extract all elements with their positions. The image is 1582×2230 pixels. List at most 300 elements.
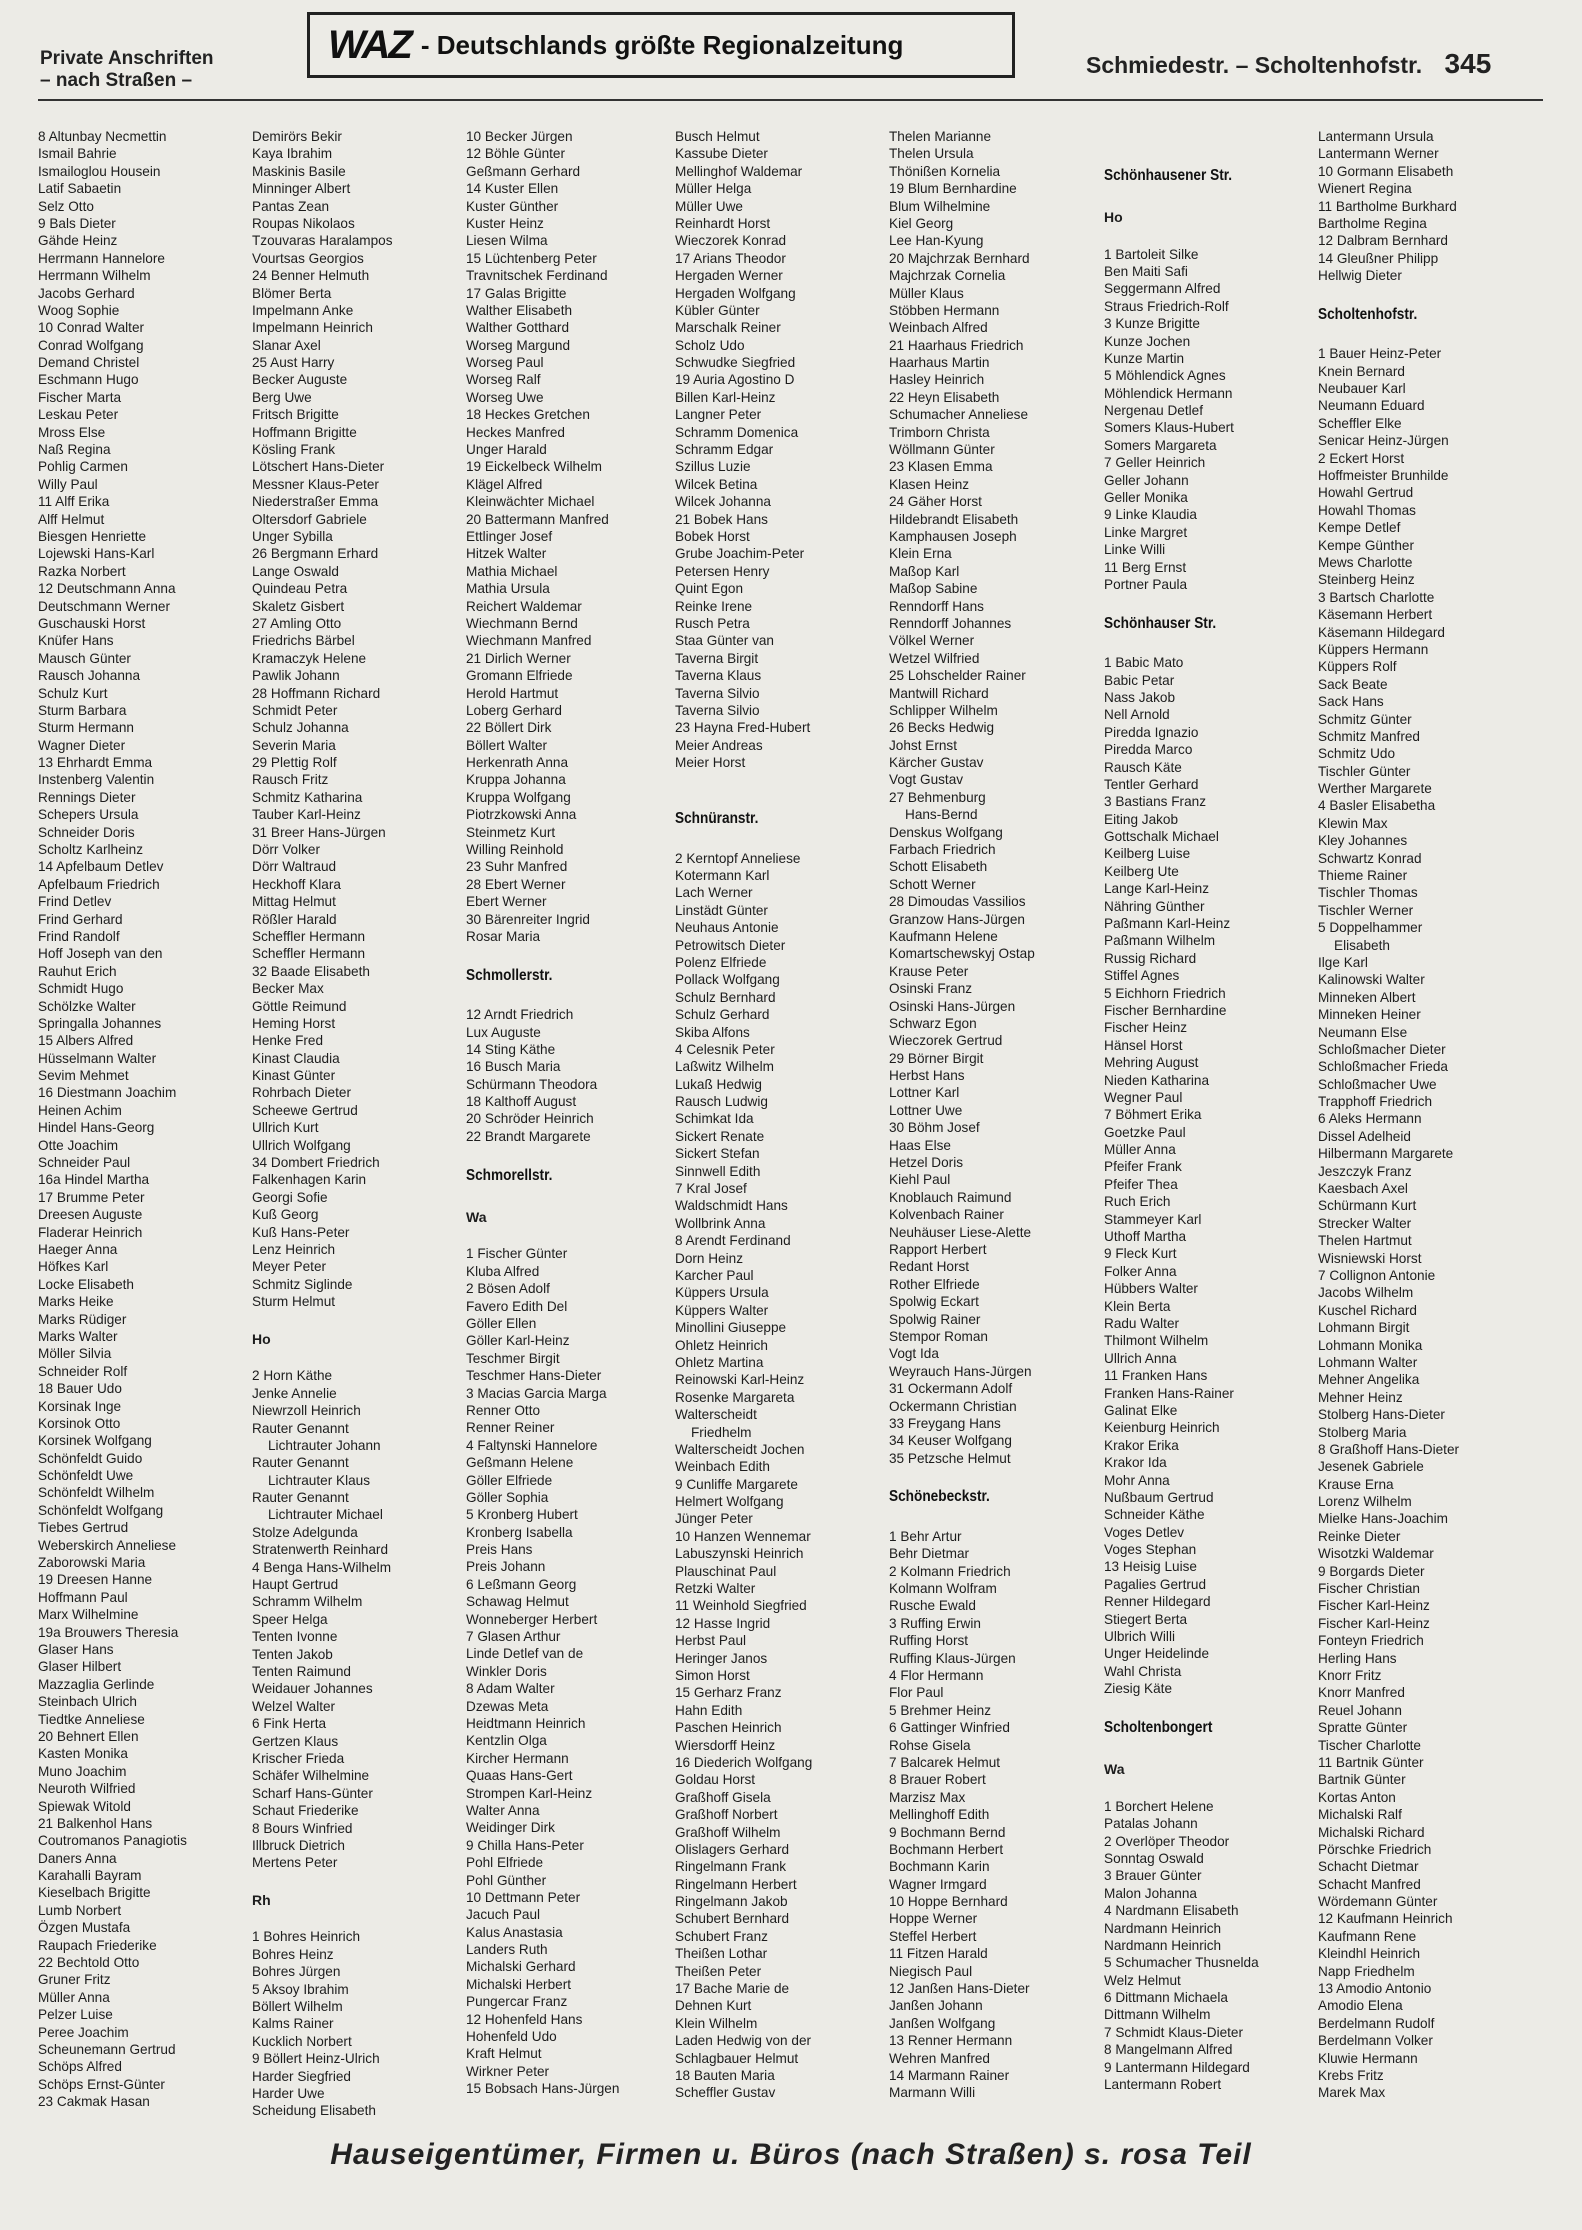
list-item: Piredda Ignazio — [1104, 724, 1199, 740]
list-item: 17 Arians Theodor — [675, 250, 786, 266]
list-item: 21 Haarhaus Friedrich — [889, 337, 1024, 353]
list-item: Schöps Alfred — [38, 2059, 122, 2075]
list-item: Gruner Fritz — [38, 1972, 111, 1988]
list-item: Kruppa Wolfgang — [466, 789, 571, 805]
list-item: Scheidung Elisabeth — [252, 2103, 376, 2119]
column-7 — [1318, 128, 1528, 2102]
list-item: Hasley Heinrich — [889, 372, 985, 388]
list-item: Frind Randolf — [38, 928, 120, 944]
list-item: Langner Peter — [675, 407, 762, 423]
list-item: 9 Chilla Hans-Peter — [466, 1837, 584, 1853]
list-item: Heckes Manfred — [466, 424, 565, 440]
list-item: 34 Dombert Friedrich — [252, 1155, 380, 1171]
list-item: Unger Sybilla — [252, 528, 333, 544]
list-item: Malon Johanna — [1104, 1885, 1197, 1901]
list-item: Weidinger Dirk — [466, 1820, 555, 1836]
spacer — [252, 1311, 462, 1328]
list-item: Wilcek Betina — [675, 476, 758, 492]
list-item: Göller Karl-Heinz — [466, 1333, 570, 1349]
list-item: Haeger Anna — [38, 1242, 118, 1257]
list-item: Korsinak Inge — [38, 1398, 122, 1414]
list-item: Bochmann Herbert — [889, 1841, 1004, 1857]
list-item: Scholz Udo — [675, 337, 745, 353]
list-item: Farbach Friedrich — [889, 842, 996, 858]
list-item: Scheewe Gertrud — [252, 1102, 358, 1118]
list-item: 9 Bochmann Bernd — [889, 1824, 1006, 1840]
list-item: Niegisch Paul — [889, 1963, 973, 1979]
list-item: Strecker Walter — [1318, 1215, 1412, 1231]
list-item: Gähde Heinz — [38, 233, 118, 249]
list-item: 3 Bartsch Charlotte — [1318, 589, 1435, 605]
list-item: Pohl Günther — [466, 1872, 547, 1888]
list-item: Graßhoff Wilhelm — [675, 1824, 781, 1840]
list-item: Alff Helmut — [38, 511, 105, 527]
list-item: Winkler Doris — [466, 1663, 547, 1679]
list-item: Göttle Reimund — [252, 998, 347, 1014]
list-item: 14 Apfelbaum Detlev — [38, 859, 164, 875]
list-item: Friedrichs Bärbel — [252, 633, 355, 649]
list-item: 6 Gattinger Winfried — [889, 1720, 1010, 1736]
banner-slogan: - Deutschlands größte Regionalzeitung — [420, 29, 904, 60]
list-item: Schwudke Siegfried — [675, 355, 796, 371]
list-item: 10 Hanzen Wennemar — [675, 1528, 811, 1544]
list-item: Reinhardt Horst — [675, 215, 771, 231]
list-item: 16 Busch Maria — [466, 1059, 561, 1075]
list-item: Severin Maria — [252, 737, 336, 753]
list-item: Müller Klaus — [889, 285, 964, 301]
list-item: Pörschke Friedrich — [1318, 1841, 1432, 1857]
list-item: Knorr Manfred — [1318, 1685, 1405, 1701]
list-item: Hohenfeld Udo — [466, 2029, 557, 2045]
list-item: Osinski Franz — [889, 981, 973, 997]
list-item: Minneken Heiner — [1318, 1007, 1421, 1023]
list-item: Scholtz Karlheinz — [38, 842, 144, 858]
list-item: Kübler Günter — [675, 302, 760, 318]
list-item: Kuß Georg — [252, 1207, 319, 1223]
list-item: 9 Fleck Kurt — [1104, 1246, 1177, 1262]
list-item: Unger Heidelinde — [1104, 1646, 1210, 1662]
list-item: Babic Petar — [1104, 672, 1175, 688]
list-item: 25 Aust Harry — [252, 355, 335, 371]
list-item: Quindeau Petra — [252, 581, 348, 597]
list-item: Neuroth Wilfried — [38, 1781, 136, 1797]
list-item: 13 Renner Hermann — [889, 2033, 1013, 2049]
list-item: Majchrzak Cornelia — [889, 268, 1006, 284]
list-item: Kinast Günter — [252, 1068, 336, 1084]
list-item: Amodio Elena — [1318, 1998, 1403, 2014]
list-item: Graßhoff Norbert — [675, 1807, 778, 1823]
list-item: Kley Johannes — [1318, 833, 1408, 849]
spacer — [1104, 1741, 1314, 1758]
list-item: Favero Edith Del — [466, 1298, 568, 1314]
list-item: 17 Bache Marie de — [675, 1981, 790, 1997]
spacer — [466, 989, 676, 1006]
list-item: Schlipper Wilhelm — [889, 702, 998, 718]
list-item: Böllert Walter — [466, 737, 548, 753]
list-item: Tzouvaras Haralampos — [252, 233, 393, 249]
list-item: Michalski Herbert — [466, 1976, 571, 1992]
list-item: Senicar Heinz-Jürgen — [1318, 433, 1449, 449]
list-item: Weberskirch Anneliese — [38, 1537, 177, 1553]
list-item: 23 Cakmak Hasan — [38, 2094, 150, 2110]
list-item: 24 Gäher Horst — [889, 494, 982, 510]
list-item: Jacobs Gerhard — [38, 285, 135, 301]
list-item: Marmann Willi — [889, 2085, 976, 2101]
list-item: Lohmann Birgit — [1318, 1320, 1410, 1336]
list-item: Rosenke Margareta — [675, 1389, 795, 1405]
list-item: Schmitz Günter — [1318, 711, 1412, 727]
list-item: Keilberg Luise — [1104, 846, 1191, 862]
list-item: Gertzen Klaus — [252, 1733, 339, 1749]
list-item: Tiedtke Anneliese — [38, 1711, 145, 1727]
list-item: 19 Auria Agostino D — [675, 372, 795, 388]
list-item: Instenberg Valentin — [38, 772, 155, 788]
list-item: Ruffing Horst — [889, 1633, 969, 1649]
list-item: Glaser Hilbert — [38, 1659, 122, 1675]
list-item: Wieczorek Gertrud — [889, 1033, 1003, 1049]
section-label-line2: – nach Straßen – — [40, 70, 193, 91]
list-item: Lach Werner — [675, 885, 753, 901]
list-item: 13 Ehrhardt Emma — [38, 755, 153, 771]
list-item: 20 Majchrzak Bernhard — [889, 250, 1030, 266]
list-item: Krebs Fritz — [1318, 2067, 1384, 2083]
list-item: Marx Wilhelmine — [38, 1607, 139, 1623]
list-item: Marschalk Reiner — [675, 320, 781, 336]
list-item: Hilbermann Margarete — [1318, 1146, 1454, 1162]
list-item: Goetzke Paul — [1104, 1124, 1186, 1140]
list-item: Worseg Ralf — [466, 372, 541, 388]
list-item: 12 Kaufmann Heinrich — [1318, 1911, 1453, 1927]
list-item: Schulz Gerhard — [675, 1007, 770, 1023]
list-item: Tentler Gerhard — [1104, 776, 1199, 792]
list-item: Jacuch Paul — [466, 1907, 541, 1923]
list-item: Schlagbauer Helmut — [675, 2050, 799, 2066]
list-item: Somers Klaus-Hubert — [1104, 420, 1234, 436]
list-item: Peree Joachim — [38, 2024, 129, 2040]
list-item: Geller Johann — [1104, 472, 1189, 488]
list-item: Schramm Domenica — [675, 424, 799, 440]
list-item: Ulbrich Willi — [1104, 1629, 1175, 1645]
list-item: Lichtrauter Johann — [268, 1437, 381, 1453]
list-item: Neubauer Karl — [1318, 381, 1406, 397]
list-item: 3 Kunze Brigitte — [1104, 316, 1200, 332]
spacer — [1104, 593, 1314, 610]
list-item: 1 Bauer Heinz-Peter — [1318, 346, 1442, 362]
list-item: Marzisz Max — [889, 1789, 966, 1805]
list-item: Schulz Kurt — [38, 685, 108, 701]
list-item: Voges Stephan — [1104, 1542, 1197, 1558]
list-item: 23 Klasen Emma — [889, 459, 993, 475]
list-item: Piotrzkowski Anna — [466, 807, 577, 823]
list-item: Paßmann Wilhelm — [1104, 933, 1216, 949]
list-item: 14 Sting Käthe — [466, 1041, 556, 1057]
list-item: Neuhäuser Liese-Alette — [889, 1224, 1032, 1240]
list-item: Linstädt Günter — [675, 902, 768, 918]
list-item: 5 Doppelhammer — [1318, 920, 1423, 936]
list-item: Demirörs Bekir — [252, 129, 342, 144]
list-item: 9 Bals Dieter — [38, 215, 116, 231]
list-item: Taverna Birgit — [675, 650, 759, 666]
list-item: Mews Charlotte — [1318, 554, 1413, 570]
list-item: Pelzer Luise — [38, 2007, 113, 2023]
list-item: Impelmann Anke — [252, 302, 354, 318]
spacer — [466, 1145, 676, 1162]
list-item: Deutschmann Werner — [38, 598, 170, 614]
list-item: Fischer Marta — [38, 389, 122, 405]
list-item: 16 Diederich Wolfgang — [675, 1754, 813, 1770]
list-item: Paßmann Karl-Heinz — [1104, 916, 1231, 932]
list-item: Schürmann Kurt — [1318, 1198, 1417, 1214]
list-item: Szillus Luzie — [675, 459, 751, 475]
list-item: Dorn Heinz — [675, 1250, 743, 1266]
street-heading: Schmorellstr. — [466, 1166, 553, 1184]
list-item: Klasen Heinz — [889, 476, 970, 492]
list-item: 17 Brumme Peter — [38, 1189, 145, 1205]
list-item: Uthoff Martha — [1104, 1229, 1187, 1245]
newspaper-banner — [307, 12, 1015, 78]
list-item: Schneider Rolf — [38, 1363, 128, 1379]
list-item: Stolberg Hans-Dieter — [1318, 1407, 1445, 1423]
list-item: Küppers Hermann — [1318, 641, 1429, 657]
list-item: 22 Bechtold Otto — [38, 1955, 140, 1971]
list-item: Walterscheidt — [675, 1407, 757, 1423]
list-item: 21 Balkenhol Hans — [38, 1815, 153, 1831]
list-item: Loberg Gerhard — [466, 702, 562, 718]
list-item: Kramaczyk Helene — [252, 650, 367, 666]
list-item: Kinast Claudia — [252, 1050, 340, 1066]
list-item: 8 Brauer Robert — [889, 1772, 986, 1788]
list-item: Sack Hans — [1318, 694, 1384, 710]
list-item: 1 Behr Artur — [889, 1528, 962, 1544]
list-item: Herrmann Hannelore — [38, 250, 165, 266]
list-item: Dehnen Kurt — [675, 1998, 752, 2014]
list-item: Werther Margarete — [1318, 781, 1432, 797]
list-item: Wieczorek Konrad — [675, 233, 787, 249]
spacer — [252, 1350, 462, 1367]
list-item: Schmitz Udo — [1318, 746, 1396, 762]
list-item: 27 Behmenburg — [889, 789, 986, 805]
list-item: 28 Dimoudas Vassilios — [889, 894, 1026, 910]
list-item: 25 Lohschelder Rainer — [889, 668, 1026, 684]
list-item: Hoppe Werner — [889, 1911, 978, 1927]
list-item: 34 Keuser Wolfgang — [889, 1433, 1012, 1449]
list-item: Frind Detlev — [38, 894, 112, 910]
list-item: Wonneberger Herbert — [466, 1611, 598, 1627]
list-item: Dreesen Auguste — [38, 1207, 143, 1223]
list-item: Blum Wilhelmine — [889, 198, 991, 214]
list-item: Fischer Christian — [1318, 1581, 1420, 1597]
list-item: Becker Max — [252, 981, 324, 997]
list-item: Hans-Bernd — [905, 807, 978, 823]
list-item: Reuel Johann — [1318, 1702, 1402, 1718]
list-item: Marks Heike — [38, 1294, 114, 1310]
list-item: Müller Anna — [38, 1989, 110, 2005]
list-item: Quaas Hans-Gert — [466, 1768, 573, 1784]
district-code: Ho — [1104, 209, 1123, 226]
list-item: Skaletz Gisbert — [252, 598, 345, 614]
list-item: 7 Böhmert Erika — [1104, 1107, 1202, 1123]
list-item: Russig Richard — [1104, 950, 1197, 966]
list-item: Vogt Ida — [889, 1346, 939, 1362]
list-item: 26 Becks Hedwig — [889, 720, 995, 736]
list-item: Lange Karl-Heinz — [1104, 881, 1210, 897]
list-item: 7 Collignon Antonie — [1318, 1268, 1436, 1283]
spacer — [675, 771, 885, 788]
list-item: Strompen Karl-Heinz — [466, 1785, 593, 1801]
list-item: Granzow Hans-Jürgen — [889, 911, 1025, 927]
list-item: Lantermann Robert — [1104, 2077, 1222, 2093]
list-item: Kotermann Karl — [675, 868, 770, 884]
list-item: Hetzel Doris — [889, 1155, 964, 1171]
list-item: Lohmann Walter — [1318, 1354, 1418, 1370]
list-item: Schramm Edgar — [675, 442, 774, 458]
list-item: Thelen Marianne — [889, 129, 992, 144]
list-item: Zaborowski Maria — [38, 1555, 146, 1571]
list-item: Kolvenbach Rainer — [889, 1207, 1004, 1223]
list-item: Steffel Herbert — [889, 1928, 977, 1944]
list-item: 10 Becker Jürgen — [466, 129, 573, 144]
list-item: Kuster Heinz — [466, 215, 544, 231]
list-item: Piredda Marco — [1104, 742, 1193, 758]
list-item: 31 Ockermann Adolf — [889, 1381, 1013, 1397]
list-item: Rohrbach Dieter — [252, 1085, 351, 1101]
list-item: Kucklich Norbert — [252, 2033, 352, 2049]
list-item: 12 Dalbram Bernhard — [1318, 233, 1448, 249]
list-item: Weinbach Alfred — [889, 320, 988, 336]
list-item: Tischler Günter — [1318, 763, 1411, 779]
list-item: 35 Petzsche Helmut — [889, 1450, 1011, 1466]
list-item: 18 Bauer Udo — [38, 1381, 122, 1397]
list-item: Kortas Anton — [1318, 1789, 1396, 1805]
list-item: Dittmann Wilhelm — [1104, 2007, 1211, 2023]
list-item: Skiba Alfons — [675, 1024, 750, 1040]
list-item: Thönißen Kornelia — [889, 163, 1001, 179]
list-item: Schaut Friederike — [252, 1803, 359, 1819]
list-item: Jünger Peter — [675, 1511, 753, 1527]
list-item: 17 Galas Brigitte — [466, 285, 567, 301]
list-item: 8 Altunbay Necmettin — [38, 129, 167, 144]
list-item: Taverna Silvio — [675, 685, 760, 701]
list-item: Labuszynski Heinrich — [675, 1546, 804, 1562]
list-item: Schmidt Hugo — [38, 981, 124, 997]
list-item: Pollack Wolfgang — [675, 972, 780, 988]
listing-columns — [0, 128, 1582, 2128]
street-heading: Scholtenhofstr. — [1318, 305, 1418, 323]
list-item: 3 Ruffing Erwin — [889, 1615, 981, 1631]
list-item: Geßmann Helene — [466, 1455, 574, 1471]
list-item: Ohletz Heinrich — [675, 1337, 768, 1353]
list-item: Neuhaus Antonie — [675, 920, 779, 936]
list-item: Mohr Anna — [1104, 1472, 1170, 1488]
list-item: 1 Borchert Helene — [1104, 1798, 1214, 1814]
list-item: Elisabeth — [1334, 937, 1390, 953]
list-item: 12 Janßen Hans-Dieter — [889, 1981, 1030, 1997]
list-item: Woog Sophie — [38, 302, 120, 318]
list-item: Sevim Mehmet — [38, 1068, 129, 1084]
list-item: Oltersdorf Gabriele — [252, 511, 367, 527]
footer-note: Hauseigentümer, Firmen u. Büros (nach Straßen) s. rosa Teil — [330, 2138, 1252, 2171]
list-item: Steinmetz Kurt — [466, 824, 556, 840]
list-item: Schönfeldt Uwe — [38, 1468, 134, 1484]
list-item: Lichtrauter Michael — [268, 1507, 383, 1523]
list-item: Plauschinat Paul — [675, 1563, 777, 1579]
spacer — [1104, 228, 1314, 245]
list-item: Heinen Achim — [38, 1102, 122, 1118]
list-item: Mertens Peter — [252, 1855, 338, 1871]
list-item: Özgen Mustafa — [38, 1920, 131, 1936]
list-item: Schumacher Anneliese — [889, 407, 1029, 423]
list-item: Hoff Joseph van den — [38, 946, 163, 962]
list-item: 4 Basler Elisabetha — [1318, 798, 1436, 814]
list-item: Korsinok Otto — [38, 1415, 121, 1431]
list-item: Göller Ellen — [466, 1316, 537, 1331]
list-item: Locke Elisabeth — [38, 1276, 134, 1292]
list-item: 4 Benga Hans-Wilhelm — [252, 1559, 392, 1575]
spacer — [1104, 637, 1314, 654]
list-item: Stiegert Berta — [1104, 1611, 1188, 1627]
list-item: 28 Ebert Werner — [466, 876, 566, 892]
list-item: Schubert Franz — [675, 1928, 768, 1944]
list-item: Kuster Günther — [466, 198, 559, 214]
list-item: Krischer Frieda — [252, 1750, 345, 1766]
list-item: Klewin Max — [1318, 815, 1388, 831]
list-item: Worseg Uwe — [466, 389, 544, 405]
list-item: Mathia Michael — [466, 563, 558, 579]
column-5 — [889, 128, 1099, 2102]
list-item: 10 Dettmann Peter — [466, 1889, 581, 1905]
list-item: 2 Eckert Horst — [1318, 450, 1405, 466]
list-item: Naß Regina — [38, 442, 111, 458]
spacer — [889, 1467, 1099, 1484]
list-item: Galinat Elke — [1104, 1402, 1178, 1418]
list-item: Weyrauch Hans-Jürgen — [889, 1363, 1032, 1379]
list-item: Ziesig Käte — [1104, 1681, 1173, 1697]
spacer — [252, 1872, 462, 1889]
list-item: Nußbaum Gertrud — [1104, 1489, 1214, 1505]
list-item: Herrmann Wilhelm — [38, 268, 151, 284]
list-item: Graßhoff Gisela — [675, 1789, 771, 1805]
page-number: 345 — [1444, 48, 1492, 79]
list-item: Wirkner Peter — [466, 2063, 550, 2079]
list-item: Walther Gotthard — [466, 320, 570, 336]
list-item: Schacht Dietmar — [1318, 1859, 1419, 1875]
list-item: Goldau Horst — [675, 1772, 756, 1788]
list-item: Rusch Petra — [675, 615, 750, 631]
list-item: Ohletz Martina — [675, 1354, 764, 1370]
list-item: Kassube Dieter — [675, 146, 768, 162]
list-item: 10 Hoppe Bernhard — [889, 1894, 1008, 1910]
list-item: Kuschel Richard — [1318, 1302, 1417, 1318]
list-item: Roupas Nikolaos — [252, 215, 355, 231]
list-item: Heming Horst — [252, 1015, 336, 1031]
list-item: Kruppa Johanna — [466, 772, 566, 788]
list-item: 32 Baade Elisabeth — [252, 963, 370, 979]
list-item: Rauter Genannt — [252, 1490, 349, 1506]
list-item: Frind Gerhard — [38, 911, 123, 927]
list-item: Friedhelm — [691, 1424, 752, 1440]
list-item: Schramm Wilhelm — [252, 1594, 363, 1610]
list-item: Somers Margareta — [1104, 437, 1217, 453]
list-item: Lottner Uwe — [889, 1102, 963, 1118]
list-item: Patalas Johann — [1104, 1816, 1198, 1832]
list-item: Kaesbach Axel — [1318, 1181, 1408, 1197]
list-item: Marks Rüdiger — [38, 1311, 127, 1327]
list-item: Bobek Horst — [675, 528, 750, 544]
list-item: Pungercar Franz — [466, 1994, 568, 2010]
list-item: 16a Hindel Martha — [38, 1172, 150, 1188]
list-item: Rausch Käte — [1104, 759, 1182, 775]
list-item: Kärcher Gustav — [889, 755, 984, 771]
